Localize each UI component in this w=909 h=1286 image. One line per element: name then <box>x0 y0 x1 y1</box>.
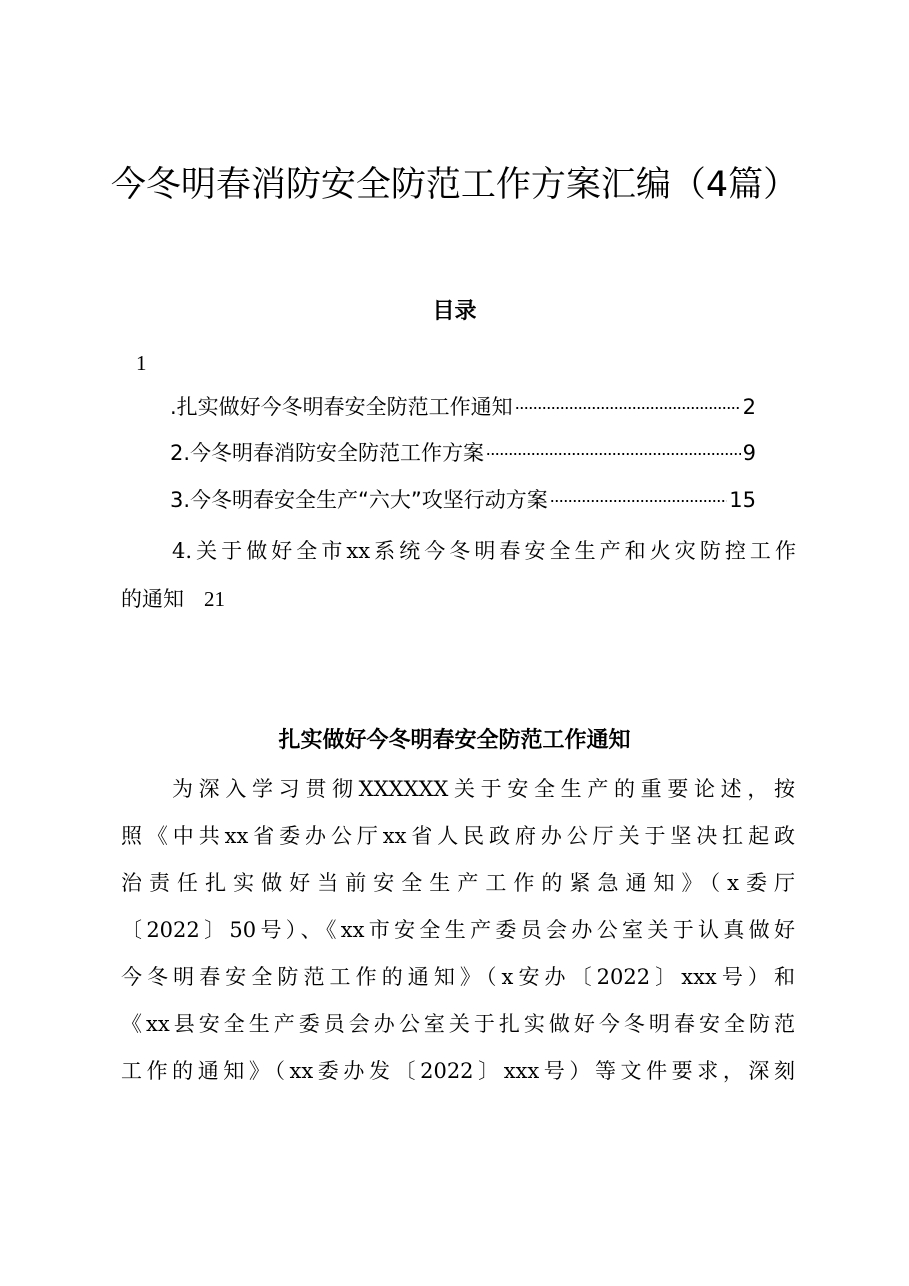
toc-item-text: .扎实做好今冬明春安全防范工作通知 <box>170 395 513 419</box>
toc-dot-leader <box>486 452 741 456</box>
body-text-line: 工作的通知》（xx委办发〔2022〕xxx号）等文件要求，深刻 <box>121 1059 795 1083</box>
toc-dot-leader <box>550 499 727 503</box>
body-text-line: 为深入学习贯彻XXXXXX关于安全生产的重要论述，按 <box>172 777 795 801</box>
toc-dot-leader <box>515 406 741 410</box>
toc-item-4-page: 21 <box>204 587 225 611</box>
section-title: 扎实做好今冬明春安全防范工作通知 <box>278 727 631 753</box>
toc-item[interactable] <box>170 437 756 469</box>
toc-item-page: 9 <box>742 441 756 465</box>
body-text-line: 今冬明春安全防范工作的通知》（x安办〔2022〕xxx号）和 <box>121 965 795 989</box>
toc-item-4-text-end: 的通知 <box>121 587 184 611</box>
toc-leading-number: 1 <box>136 351 147 375</box>
toc-item-page: 15 <box>729 488 756 512</box>
body-text-line: 〔2022〕50号）、《xx市安全生产委员会办公室关于认真做好 <box>121 918 795 942</box>
toc-item[interactable] <box>170 391 756 423</box>
toc-item-4-line-2[interactable] <box>121 580 225 618</box>
toc-item-page: 2 <box>742 395 756 419</box>
body-text-line: 《xx县安全生产委员会办公室关于扎实做好今冬明春安全防范 <box>121 1012 795 1036</box>
document-title: 今冬明春消防安全防范工作方案汇编（4篇） <box>110 165 799 205</box>
toc-heading: 目录 <box>432 298 477 324</box>
toc-item-text: 2.今冬明春消防安全防范工作方案 <box>170 441 485 465</box>
toc-item-text: 3.今冬明春安全生产“六大”攻坚行动方案 <box>170 488 548 512</box>
toc-item-4-line-1[interactable]: 4.关于做好全市xx系统今冬明春安全生产和火灾防控工作 <box>172 539 796 563</box>
toc-item[interactable] <box>170 484 756 516</box>
body-text-line: 治责任扎实做好当前安全生产工作的紧急通知》（x委厅 <box>121 871 795 895</box>
body-text-line: 照《中共xx省委办公厅xx省人民政府办公厅关于坚决扛起政 <box>121 824 795 848</box>
